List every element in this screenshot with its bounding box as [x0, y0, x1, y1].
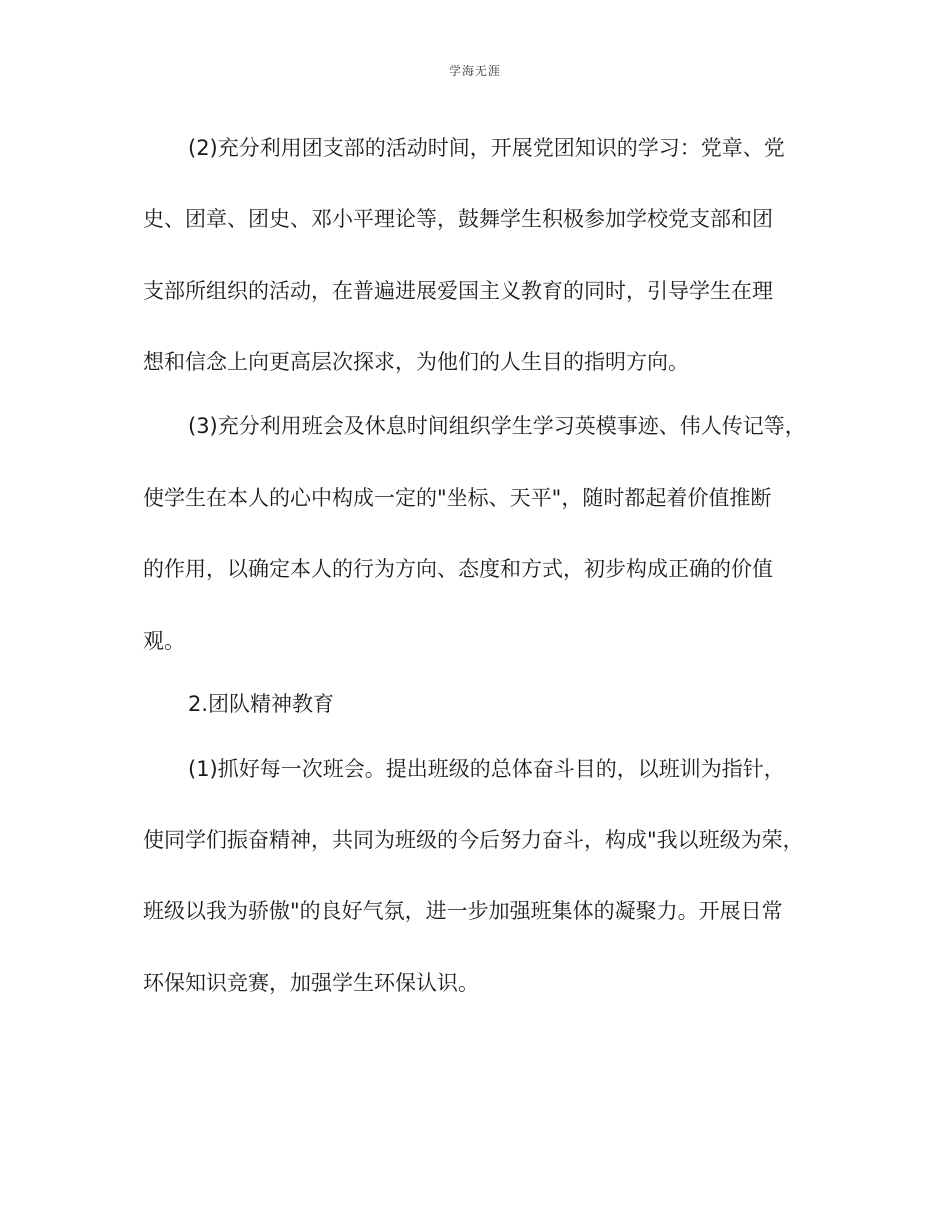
text-line: 观。	[143, 629, 185, 653]
text-line: 支部所组织的活动，在普遍进展爱国主义教育的同时，引导学生在理	[143, 279, 773, 303]
text-line: 想和信念上向更高层次探求，为他们的人生目的指明方向。	[143, 350, 689, 374]
text-line: 史、团章、团史、邓小平理论等，鼓舞学生积极参加学校党支部和团	[143, 207, 773, 231]
page-header: 学海无涯	[448, 64, 501, 78]
text-line: (2)充分利用团支部的活动时间，开展党团知识的学习：党章、党	[188, 136, 785, 160]
section-heading: 2.团队精神教育	[188, 692, 335, 716]
text-line: 使学生在本人的心中构成一定的"坐标、天平"，随时都起着价值推断	[143, 486, 772, 510]
text-line: 的作用，以确定本人的行为方向、态度和方式，初步构成正确的价值	[143, 557, 773, 581]
text-line: (1)抓好每一次班会。提出班级的总体奋斗目的，以班训为指针，	[188, 757, 785, 781]
text-line: (3)充分利用班会及休息时间组织学生学习英模事迹、伟人传记等，	[188, 414, 806, 438]
text-line: 环保知识竞赛，加强学生环保认识。	[143, 971, 479, 995]
text-line: 班级以我为骄傲"的良好气氛，进一步加强班集体的凝聚力。开展日常	[143, 899, 783, 923]
text-line: 使同学们振奋精神，共同为班级的今后努力奋斗，构成"我以班级为荣，	[143, 828, 804, 852]
